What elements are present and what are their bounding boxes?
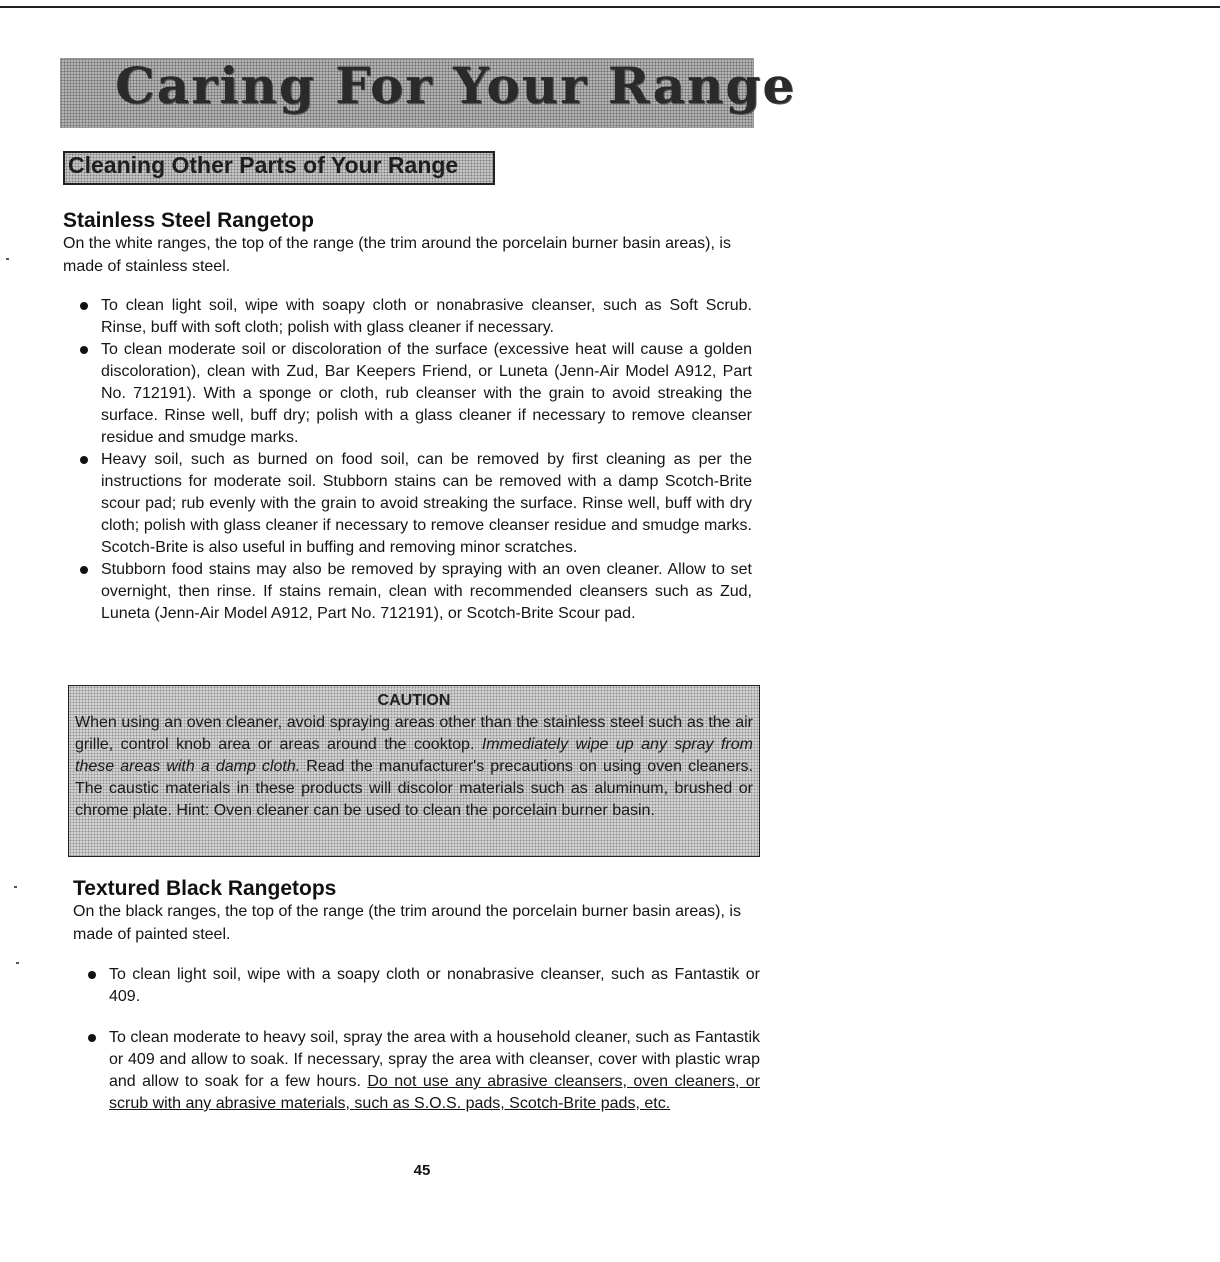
caution-italic-text: Immediately wipe up any spray from these areas with a damp cloth. [75, 736, 753, 775]
caution-heading: CAUTION [377, 692, 451, 709]
warning-underlined-text: Do not use any abrasive cleansers, oven cleaners, or scrub with any abrasive materials, such as S.O.S. pads, Scotch-Brite pads, etc. [109, 1073, 760, 1112]
textured-bullet-list-1 [88, 964, 760, 1008]
stainless-heading: Stainless Steel Rangetop [63, 209, 314, 232]
scan-speck [14, 886, 17, 888]
bullet-icon [80, 566, 88, 574]
textured-intro: On the black ranges, the top of the range (the trim around the porcelain burner basin areas), is made of painted steel. [73, 903, 741, 943]
textured-bullet-list-2 [88, 1027, 760, 1115]
scan-speck [16, 962, 19, 964]
stainless-intro: On the white ranges, the top of the range (the trim around the porcelain burner basin areas), is made of stainless steel. [63, 235, 731, 275]
scan-speck [6, 258, 9, 260]
list-item: Stubborn food stains may also be removed by spraying with an oven cleaner. Allow to set overnight, then rinse. If stains remain, clean with recommended cleansers such as Zud, Luneta (Jenn-Air Model A912, Part No. 712191), or Scotch-Brite Scour pad. [80, 559, 752, 625]
stainless-bullet-list [80, 295, 752, 625]
caution-text: When using an oven cleaner, avoid spraying areas other than the stainless steel such as the air grille, control knob area or areas around the cooktop. Immediately wipe up any spray from these areas with a damp cloth. Read the manufacturer's precautions on using oven cleaners. The caustic materials in these products will discolor materials such as aluminum, brushed or chrome plate. Hint: Oven cleaner can be used to clean the porcelain burner basin. [75, 714, 753, 819]
bullet-icon [80, 302, 88, 310]
caution-box [68, 685, 760, 857]
page-title: Caring For Your Range [115, 56, 797, 115]
list-item: Heavy soil, such as burned on food soil, can be removed by first cleaning as per the instructions for moderate soil. Stubborn stains can be removed with a damp Scotch-Brite scour pad; rub evenly with the grain to avoid streaking the surface. Rinse well, buff with dry cloth; polish with glass cleaner if necessary to remove cleanser residue and smudge marks. Scotch-Brite is also useful in buffing and removing minor scratches. [80, 449, 752, 559]
textured-heading: Textured Black Rangetops [73, 877, 337, 900]
section-title: Cleaning Other Parts of Your Range [68, 152, 459, 178]
list-item: To clean moderate to heavy soil, spray the area with a household cleaner, such as Fantastik or 409 and allow to soak. If necessary, spray the area with cleanser, cover with plastic wrap and allow to soak for a few hours. Do not use any abrasive cleansers, oven cleaners, or scrub with any abrasive materials, such as S.O.S. pads, Scotch-Brite pads, etc. [88, 1027, 760, 1115]
top-border-rule [0, 6, 1220, 8]
page-number: 45 [413, 1162, 431, 1179]
bullet-icon [80, 456, 88, 464]
list-item: To clean moderate soil or discoloration of the surface (excessive heat will cause a golden discoloration), clean with Zud, Bar Keepers Friend, or Luneta (Jenn-Air Model A912, Part No. 712191). With a sponge or cloth, rub cleanser with the grain to avoid streaking the surface. Rinse well, buff dry; polish with a glass cleaner if necessary to remove cleanser residue and smudge marks. [80, 339, 752, 449]
bullet-icon [88, 1034, 96, 1042]
bullet-icon [80, 346, 88, 354]
list-item: To clean light soil, wipe with a soapy cloth or nonabrasive cleanser, such as Fantastik or 409. [88, 964, 760, 1008]
list-item: To clean light soil, wipe with soapy cloth or nonabrasive cleanser, such as Soft Scrub. Rinse, buff with soft cloth; polish with glass cleaner if necessary. [80, 295, 752, 339]
bullet-icon [88, 971, 96, 979]
